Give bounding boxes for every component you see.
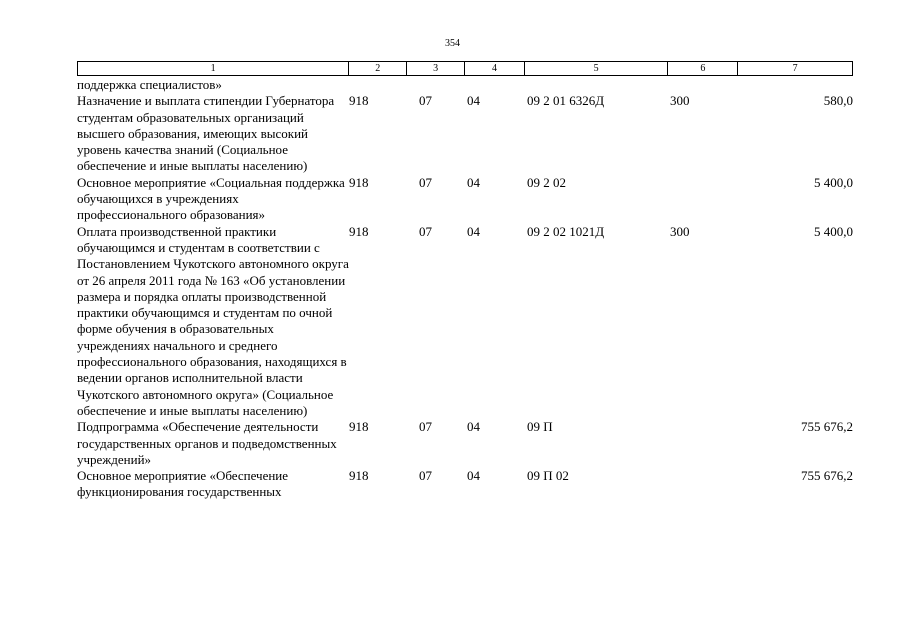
row-amount: 5 400,0 xyxy=(814,223,853,239)
row-description: Основное мероприятие «Социальная поддержка обучающихся в учреждениях профессионального образования» xyxy=(77,174,345,223)
row-ministry-code: 918 xyxy=(349,174,369,190)
header-col-1: 1 xyxy=(78,62,349,75)
row-section-code: 07 xyxy=(419,419,432,435)
row-ministry-code: 918 xyxy=(349,468,369,484)
header-col-7: 7 xyxy=(792,63,798,74)
row-amount: 755 676,2 xyxy=(801,419,853,435)
header-col-5: 5 xyxy=(525,62,669,75)
header-col-4: 4 xyxy=(465,62,525,75)
row-subsection-code: 04 xyxy=(467,174,480,190)
table-body xyxy=(77,77,853,501)
row-expense-type: 300 xyxy=(670,93,690,109)
row-section-code: 07 xyxy=(419,468,432,484)
table-row xyxy=(77,175,853,224)
row-ministry-code: 918 xyxy=(349,419,369,435)
row-target-article: 09 П xyxy=(527,419,553,435)
row-section-code: 07 xyxy=(419,174,432,190)
row-target-article: 09 2 01 6326Д xyxy=(527,93,605,109)
table-row xyxy=(77,93,853,174)
page-number: 354 xyxy=(445,38,460,49)
table-row xyxy=(77,468,853,501)
row-expense-type: 300 xyxy=(670,223,690,239)
row-target-article: 09 П 02 xyxy=(527,468,569,484)
row-subsection-code: 04 xyxy=(467,223,480,239)
row-ministry-code: 918 xyxy=(349,223,369,239)
row-description: Оплата производственной практики обучающимся и студентам в соответствии с Постановлением Чукотского автономного округа от 26 апреля 2011 года № 163 «Об установлении размера и порядка оплаты производственной практики обучающимся и студентам по очной форме обучения в образовательных учреждениях начального и среднего профессионального образования, находящихся в ведении органов исполнительной власти Чукотского автономного округа» (Социальное обеспечение и иные выплаты населению) xyxy=(77,223,349,418)
header-col-6: 6 xyxy=(668,62,738,75)
row-description: Основное мероприятие «Обеспечение функционирования государственных xyxy=(77,468,289,500)
row-description: поддержка специалистов» xyxy=(77,77,222,92)
table-row xyxy=(77,224,853,420)
row-amount: 5 400,0 xyxy=(814,174,853,190)
row-amount: 580,0 xyxy=(823,93,853,109)
row-ministry-code: 918 xyxy=(349,93,369,109)
table-row xyxy=(77,77,853,93)
header-col-3: 3 xyxy=(407,62,465,75)
row-subsection-code: 04 xyxy=(467,468,480,484)
table-header xyxy=(77,61,853,76)
row-amount: 755 676,2 xyxy=(801,468,853,484)
row-section-code: 07 xyxy=(419,223,432,239)
row-target-article: 09 2 02 1021Д xyxy=(527,223,605,239)
row-description: Назначение и выплата стипендии Губернатора студентам образовательных организаций высшего образования, имеющих высокий уровень качества знаний (Социальное обеспечение и иные выплаты населению) xyxy=(77,93,335,174)
row-section-code: 07 xyxy=(419,93,432,109)
row-subsection-code: 04 xyxy=(467,93,480,109)
header-col-2: 2 xyxy=(349,62,407,75)
row-subsection-code: 04 xyxy=(467,419,480,435)
row-description: Подпрограмма «Обеспечение деятельности государственных органов и подведомственных учреждений» xyxy=(77,419,337,467)
row-target-article: 09 2 02 xyxy=(527,174,566,190)
table-row xyxy=(77,419,853,468)
